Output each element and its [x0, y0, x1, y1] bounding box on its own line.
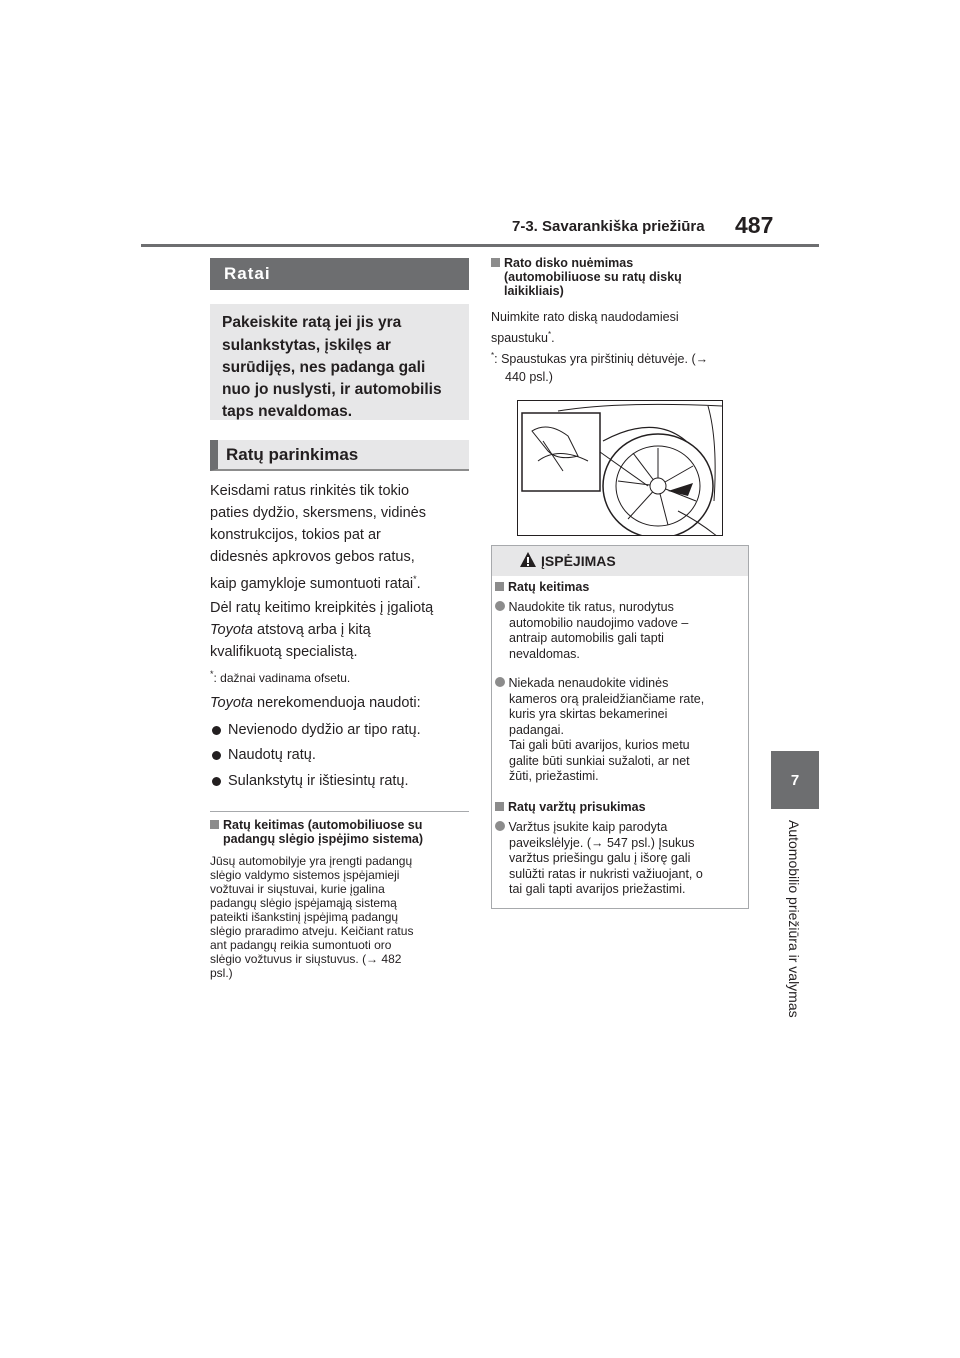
bullet-text: Naudotų ratų. — [228, 747, 316, 763]
bullet-item — [212, 719, 421, 741]
bullet-icon — [212, 777, 221, 786]
not-recommended-line — [210, 692, 421, 714]
warning-item — [495, 676, 704, 785]
circle-bullet-icon — [495, 677, 505, 687]
tpms-heading-line: padangų slėgio įspėjimo sistema) — [223, 832, 424, 846]
warning-item-line: varžtus priešingu galu į išorę gali — [509, 851, 691, 865]
hubcap-heading — [491, 256, 682, 298]
tpms-line: slėgio praradimo atveju. Keičiant ratus — [210, 924, 414, 938]
warning-title: ĮSPĖJIMAS — [541, 553, 616, 569]
chapter-number: 7 — [790, 771, 800, 789]
warning-item — [495, 820, 703, 898]
chapter-label: Automobilio priežiūra ir valymas — [786, 820, 802, 1018]
intro-line: taps nevaldomas. — [222, 403, 353, 420]
tpms-heading — [210, 818, 423, 846]
tpms-line: padangų slėgio įspėjamąją sistemą — [210, 896, 397, 910]
hubcap-heading-text: Rato disko nuėmimas — [504, 256, 634, 270]
hubcap-text — [491, 308, 708, 386]
para-text: atstovą arba į kitą — [253, 622, 371, 638]
tpms-line: ant padangų reikia sumontuoti oro — [210, 938, 392, 952]
para-line: Dėl ratų keitimo kreipkitės į įgaliotą — [210, 600, 434, 616]
footnote-marker: * — [413, 574, 417, 584]
warning-item-line: galite būti sunkiai sužaloti, ar net — [509, 753, 690, 768]
hubcap-heading-line — [491, 256, 682, 270]
warning-item-line: tai gali tapti avarijos priežastimi. — [509, 882, 686, 896]
square-bullet-icon — [491, 258, 500, 267]
footnote — [210, 667, 350, 685]
warning-item-line: Tai gali būti avarijos, kurios metu — [509, 738, 690, 752]
bullet-icon — [212, 751, 221, 760]
hubcap-line — [491, 326, 708, 347]
subsection-title-bar — [210, 440, 469, 471]
warning-item-text: Varžtus įsukite kaip parodyta — [508, 820, 668, 834]
warning-item-line: automobilio naudojimo vadove – — [509, 615, 689, 630]
tpms-line: pateikti išankstinį įspėjimą padangų — [210, 910, 399, 924]
hubcap-text-word: spaustuku — [491, 331, 548, 346]
warning-heading-bolt-tightening — [495, 800, 646, 814]
tpms-text — [210, 854, 472, 980]
tpms-heading-line — [210, 818, 423, 832]
para-line: paties dydžio, skersmens, vidinės — [210, 505, 426, 521]
warning-item-line — [495, 676, 704, 692]
hubcap-line: Nuimkite rato diską naudodamiesi — [491, 310, 679, 324]
section-title-bar — [210, 258, 469, 290]
brand-name: Toyota — [210, 695, 253, 711]
para-line-text: kaip gamykloje sumontuoti ratai — [210, 575, 414, 592]
footnote-marker: * — [210, 669, 214, 679]
intro-line: nuo jo nuslysti, ir automobilis — [222, 381, 442, 398]
dealer-paragraph — [210, 597, 480, 663]
hubcap-note-line: 440 psl.) — [505, 370, 553, 385]
hubcap-heading-line: (automobiliuose su ratų diskų — [504, 270, 682, 284]
bullet-text: Nevienodo dydžio ar tipo ratų. — [228, 722, 421, 738]
subsection-title: Ratų parinkimas — [226, 445, 359, 464]
wheel-selection-paragraph — [210, 480, 480, 595]
wheel-illustration-svg — [518, 401, 723, 536]
warning-item-line: paveikslėlyje. (→ 547 psl.) Įsukus — [509, 835, 695, 850]
hubcap-removal-illustration — [517, 400, 723, 536]
para-line: kvalifikuotą specialistą. — [210, 644, 358, 660]
intro-line: Pakeiskite ratą jei jis yra — [222, 314, 402, 331]
section-title: Ratai — [224, 264, 271, 283]
square-bullet-icon — [495, 802, 504, 811]
hubcap-note-line — [491, 347, 708, 368]
bullet-item — [212, 770, 409, 792]
page-number: 487 — [735, 212, 774, 238]
intro-line: sulankstytas, įskilęs ar — [222, 337, 391, 354]
not-recommended-text: nerekomenduoja naudoti: — [253, 695, 421, 711]
warning-item-line: žūti, priežastimi. — [509, 769, 599, 783]
intro-line: surūdijęs, nes padanga gali — [222, 359, 426, 376]
para-line: didesnės apkrovos gebos ratus, — [210, 549, 415, 565]
warning-item — [495, 600, 688, 662]
para-end: . — [416, 575, 421, 592]
warning-heading-text: Ratų varžtų prisukimas — [508, 800, 646, 814]
tpms-line: slėgio valdymo sistemos įspėjamieji — [210, 868, 400, 882]
tpms-line: vožtuvai ir siųstuvai, kurie įgalina — [210, 882, 385, 896]
circle-bullet-icon — [495, 601, 505, 611]
warning-item-line: kuris yra skirtas bekamerinei — [509, 707, 668, 721]
hubcap-text-end: . — [551, 331, 555, 346]
bullet-item — [212, 744, 316, 766]
warning-item-text: Naudokite tik ratus, nurodytus — [508, 600, 674, 614]
tpms-heading-text: Ratų keitimas (automobiliuose su — [223, 818, 423, 832]
tpms-line: psl.) — [210, 966, 233, 980]
footnote-text: : dažnai vadinama ofsetu. — [213, 671, 351, 685]
bullet-text: Sulankstytų ir ištiesintų ratų. — [228, 773, 409, 789]
para-line — [210, 568, 480, 595]
circle-bullet-icon — [495, 821, 505, 831]
header-divider — [141, 244, 819, 247]
intro-box — [210, 304, 469, 420]
warning-item-text: Niekada nenaudokite vidinės — [508, 676, 669, 690]
brand-name: Toyota — [210, 622, 253, 638]
warning-item-line — [495, 600, 688, 616]
warning-item-line: padangai. — [509, 722, 564, 737]
tpms-line: slėgio vožtuvus ir siųstuvus. (→ 482 — [210, 952, 402, 966]
header-section-title: 7-3. Savarankiška priežiūra — [512, 218, 705, 235]
square-bullet-icon — [495, 582, 504, 591]
warning-heading-wheel-change — [495, 580, 589, 594]
tpms-line: Jūsų automobilyje yra įrengti padangų — [210, 854, 413, 868]
chapter-tab — [771, 751, 819, 809]
hubcap-note-text: : Spaustukas yra pirštinių dėtuvėje. (→ — [494, 352, 709, 367]
hubcap-heading-line: laikikliais) — [504, 284, 564, 298]
footnote-marker: * — [547, 330, 552, 339]
para-line: konstrukcijos, tokios pat ar — [210, 527, 381, 543]
warning-item-line: nevaldomas. — [509, 646, 580, 661]
warning-heading-text: Ratų keitimas — [508, 580, 590, 594]
warning-item-line: sulūžti ratas ir nukristi važiuojant, o — [509, 866, 703, 881]
warning-item-line: kameros orą praleidžiančiame rate, — [509, 691, 705, 706]
warning-item-line: antraip automobilis gali tapti — [509, 631, 664, 645]
footnote-marker: * — [491, 351, 495, 361]
square-bullet-icon — [210, 820, 219, 829]
warning-triangle-icon — [519, 551, 537, 568]
para-line — [210, 619, 480, 641]
bullet-icon — [212, 726, 221, 735]
warning-item-line — [495, 820, 703, 836]
divider — [210, 811, 469, 812]
para-line: Keisdami ratus rinkitės tik tokio — [210, 483, 410, 499]
